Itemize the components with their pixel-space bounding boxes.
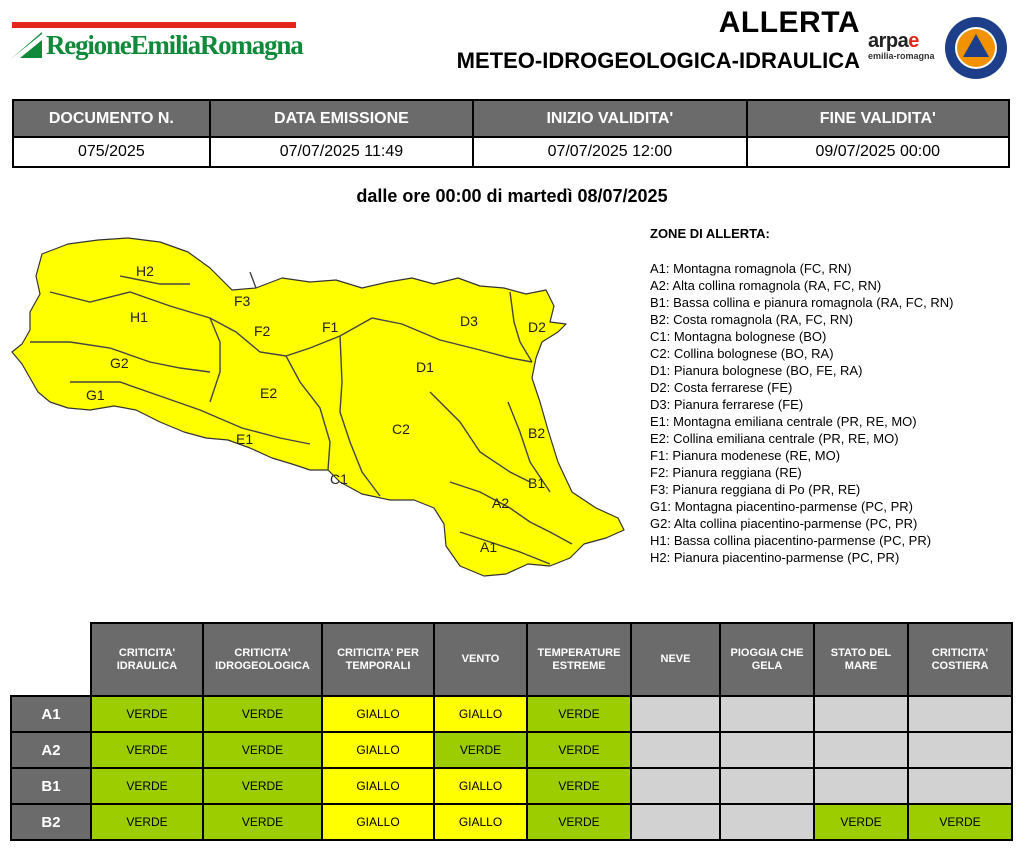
arpae-logo <box>868 30 940 70</box>
criticity-cell: GIALLO <box>322 804 434 840</box>
zones-title: ZONE DI ALLERTA: <box>650 226 770 241</box>
col-neve: NEVE <box>631 623 720 696</box>
map-label-a1: A1 <box>480 539 498 555</box>
criticity-cell: VERDE <box>91 732 203 768</box>
criticity-cell: VERDE <box>527 732 631 768</box>
col-pioggia-che-gela: PIOGGIA CHE GELA <box>720 623 814 696</box>
criticity-cell: GIALLO <box>322 768 434 804</box>
criticity-cell <box>720 768 814 804</box>
criticity-cell: VERDE <box>203 768 322 804</box>
zone-item-f2: F2: Pianura reggiana (RE) <box>650 465 802 480</box>
criticity-zone-label: A1 <box>11 696 91 732</box>
criticity-row-a2 <box>11 732 1012 768</box>
zone-item-c1: C1: Montagna bolognese (BO) <box>650 329 827 344</box>
map-label-a2: A2 <box>492 495 510 511</box>
validity-subtitle: dalle ore 00:00 di martedì 08/07/2025 <box>356 186 668 206</box>
map-label-h1: H1 <box>130 309 148 325</box>
criticity-cell <box>814 696 908 732</box>
criticity-cell: GIALLO <box>322 696 434 732</box>
map-label-g2: G2 <box>110 355 129 371</box>
col-temperature-estreme: TEMPERATURE ESTREME <box>527 623 631 696</box>
criticity-cell <box>814 768 908 804</box>
zone-item-d3: D3: Pianura ferrarese (FE) <box>650 397 804 412</box>
criticity-cell <box>631 768 720 804</box>
info-value-inizio: 07/07/2025 12:00 <box>473 137 746 167</box>
col-criticita-idrogeologica: CRITICITA' IDROGEOLOGICA <box>203 623 322 696</box>
zone-item-d2: D2: Costa ferrarese (FE) <box>650 380 793 395</box>
col-criticita-temporali: CRITICITA' PER TEMPORALI <box>322 623 434 696</box>
zones-list <box>650 260 953 566</box>
zone-item-f1: F1: Pianura modenese (RE, MO) <box>650 448 841 463</box>
criticity-cell: GIALLO <box>434 804 527 840</box>
arpae-subtitle: emilia-romagna <box>868 51 935 61</box>
zone-item-e1: E1: Montagna emiliana centrale (PR, RE, MO) <box>650 414 917 429</box>
map-label-c2: C2 <box>392 421 410 437</box>
col-criticita-costiera: CRITICITA' COSTIERA <box>908 623 1012 696</box>
logo-red-bar <box>12 22 296 28</box>
criticity-cell: VERDE <box>91 804 203 840</box>
criticity-row-a1 <box>11 696 1012 732</box>
title-meteo: METEO-IDROGEOLOGICA-IDRAULICA <box>456 48 860 73</box>
criticity-cell <box>631 804 720 840</box>
map-label-c1: C1 <box>330 471 348 487</box>
criticity-zone-label: B2 <box>11 804 91 840</box>
map-label-d2: D2 <box>528 319 546 335</box>
map-label-d1: D1 <box>416 359 434 375</box>
criticity-cell: VERDE <box>203 696 322 732</box>
zone-item-a1: A1: Montagna romagnola (FC, RN) <box>650 261 852 276</box>
zone-item-c2: C2: Collina bolognese (BO, RA) <box>650 346 834 361</box>
info-value-fine: 09/07/2025 00:00 <box>747 137 1009 167</box>
criticity-row-b2 <box>11 804 1012 840</box>
protezione-civile-logo <box>944 16 1008 80</box>
map-label-g1: G1 <box>86 387 105 403</box>
criticity-body <box>11 696 1012 840</box>
zone-item-h2: H2: Pianura piacentino-parmense (PC, PR) <box>650 550 900 565</box>
arpae-wordmark-e: e <box>908 30 919 52</box>
alert-zones-map <box>10 232 635 578</box>
criticity-cell <box>720 732 814 768</box>
map-label-f2: F2 <box>254 323 271 339</box>
map-label-h2: H2 <box>136 263 154 279</box>
info-header-documento: DOCUMENTO N. <box>13 100 210 137</box>
criticity-cell <box>908 732 1012 768</box>
zone-item-e2: E2: Collina emiliana centrale (PR, RE, MO) <box>650 431 899 446</box>
criticity-cell: VERDE <box>203 804 322 840</box>
criticity-cell: VERDE <box>527 768 631 804</box>
document-info-table <box>12 99 1010 168</box>
zone-item-g2: G2: Alta collina piacentino-parmense (PC, PR) <box>650 516 918 531</box>
info-header-emissione: DATA EMISSIONE <box>210 100 473 137</box>
info-value-documento: 075/2025 <box>13 137 210 167</box>
criticity-zone-label: A2 <box>11 732 91 768</box>
zone-item-a2: A2: Alta collina romagnola (RA, FC, RN) <box>650 278 882 293</box>
zone-item-b1: B1: Bassa collina e pianura romagnola (RA, FC, RN) <box>650 295 954 310</box>
info-value-emissione: 07/07/2025 11:49 <box>210 137 473 167</box>
criticity-cell: VERDE <box>527 804 631 840</box>
regione-logo <box>12 22 303 64</box>
info-header-inizio: INIZIO VALIDITA' <box>473 100 746 137</box>
col-vento: VENTO <box>434 623 527 696</box>
criticity-header-row <box>11 623 1012 696</box>
col-stato-del-mare: STATO DEL MARE <box>814 623 908 696</box>
info-value-row <box>13 137 1009 167</box>
criticity-cell <box>720 696 814 732</box>
criticity-cell: VERDE <box>908 804 1012 840</box>
zone-item-h1: H1: Bassa collina piacentino-parmense (PC, PR) <box>650 533 932 548</box>
col-criticita-idraulica: CRITICITA' IDRAULICA <box>91 623 203 696</box>
zone-item-d1: D1: Pianura bolognese (BO, FE, RA) <box>650 363 863 378</box>
criticity-cell <box>631 696 720 732</box>
criticity-cell: VERDE <box>203 732 322 768</box>
criticity-cell: VERDE <box>527 696 631 732</box>
map-label-b1: B1 <box>528 475 546 491</box>
zone-item-f3: F3: Pianura reggiana di Po (PR, RE) <box>650 482 861 497</box>
criticity-cell <box>814 732 908 768</box>
zone-item-g1: G1: Montagna piacentino-parmense (PC, PR) <box>650 499 914 514</box>
region-shape <box>12 238 624 576</box>
map-label-f1: F1 <box>322 319 339 335</box>
info-header-fine: FINE VALIDITA' <box>747 100 1009 137</box>
criticity-cell: GIALLO <box>322 732 434 768</box>
criticity-cell: VERDE <box>91 696 203 732</box>
arpae-wordmark-a: arpa <box>868 30 909 52</box>
map-label-f3: F3 <box>234 293 251 309</box>
info-header-row <box>13 100 1009 137</box>
map-label-d3: D3 <box>460 313 478 329</box>
criticity-header-corner <box>11 623 91 696</box>
criticity-cell <box>631 732 720 768</box>
criticity-zone-label: B1 <box>11 768 91 804</box>
criticity-row-b1 <box>11 768 1012 804</box>
regione-flag-icon <box>12 32 42 58</box>
criticity-cell: VERDE <box>91 768 203 804</box>
criticity-cell: GIALLO <box>434 696 527 732</box>
map-label-b2: B2 <box>528 425 546 441</box>
zone-item-b2: B2: Costa romagnola (RA, FC, RN) <box>650 312 854 327</box>
criticity-cell <box>720 804 814 840</box>
map-label-e2: E2 <box>260 385 278 401</box>
criticity-cell <box>908 696 1012 732</box>
criticity-cell <box>908 768 1012 804</box>
criticity-cell: VERDE <box>434 732 527 768</box>
criticity-table <box>10 622 1013 841</box>
criticity-cell: GIALLO <box>434 768 527 804</box>
arpae-wordmark <box>868 30 940 53</box>
map-label-e1: E1 <box>236 431 254 447</box>
title-allerta: ALLERTA <box>718 6 860 39</box>
criticity-cell: VERDE <box>814 804 908 840</box>
regione-brand-name: RegioneEmiliaRomagna <box>46 30 303 60</box>
